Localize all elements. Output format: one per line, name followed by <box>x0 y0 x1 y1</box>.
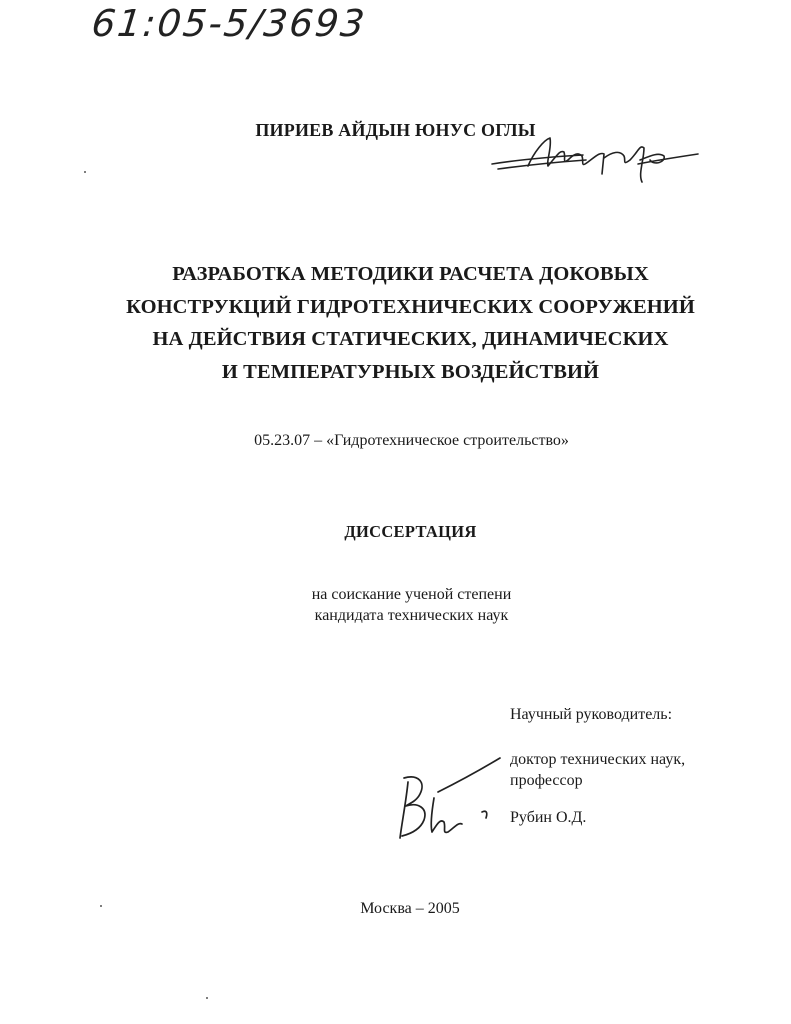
title-line: НА ДЕЙСТВИЯ СТАТИЧЕСКИХ, ДИНАМИЧЕСКИХ <box>152 328 669 350</box>
author-name: ПИРИЕВ АЙДЫН ЮНУС ОГЛЫ <box>255 120 536 140</box>
author-signature <box>488 130 703 186</box>
degree-line: на соискание ученой степени <box>311 586 512 603</box>
degree-statement <box>0 584 791 626</box>
document-type: ДИССЕРТАЦИЯ <box>344 522 477 541</box>
supervisor-name: Рубин О.Д. <box>510 809 587 826</box>
scan-speck <box>100 905 102 907</box>
supervisor-heading: Научный руководитель: <box>510 706 673 723</box>
archive-code: 61:05-5/3693 <box>89 2 369 45</box>
dissertation-title <box>0 258 791 388</box>
scan-speck <box>84 171 86 173</box>
supervisor-signature <box>388 752 503 847</box>
scan-speck <box>206 997 208 999</box>
specialty-code: 05.23.07 – «Гидротехническое строительство» <box>254 432 569 449</box>
supervisor-degree: доктор технических наук, <box>510 751 686 768</box>
title-line: И ТЕМПЕРАТУРНЫХ ВОЗДЕЙСТВИЙ <box>221 360 600 383</box>
degree-line: кандидата технических наук <box>314 607 509 624</box>
title-line: РАЗРАБОТКА МЕТОДИКИ РАСЧЕТА ДОКОВЫХ <box>172 263 649 285</box>
supervisor-rank: профессор <box>510 772 583 789</box>
place-year: Москва – 2005 <box>360 900 460 917</box>
title-line: КОНСТРУКЦИЙ ГИДРОТЕХНИЧЕСКИХ СООРУЖЕНИЙ <box>126 295 695 318</box>
supervisor-block <box>510 704 685 828</box>
